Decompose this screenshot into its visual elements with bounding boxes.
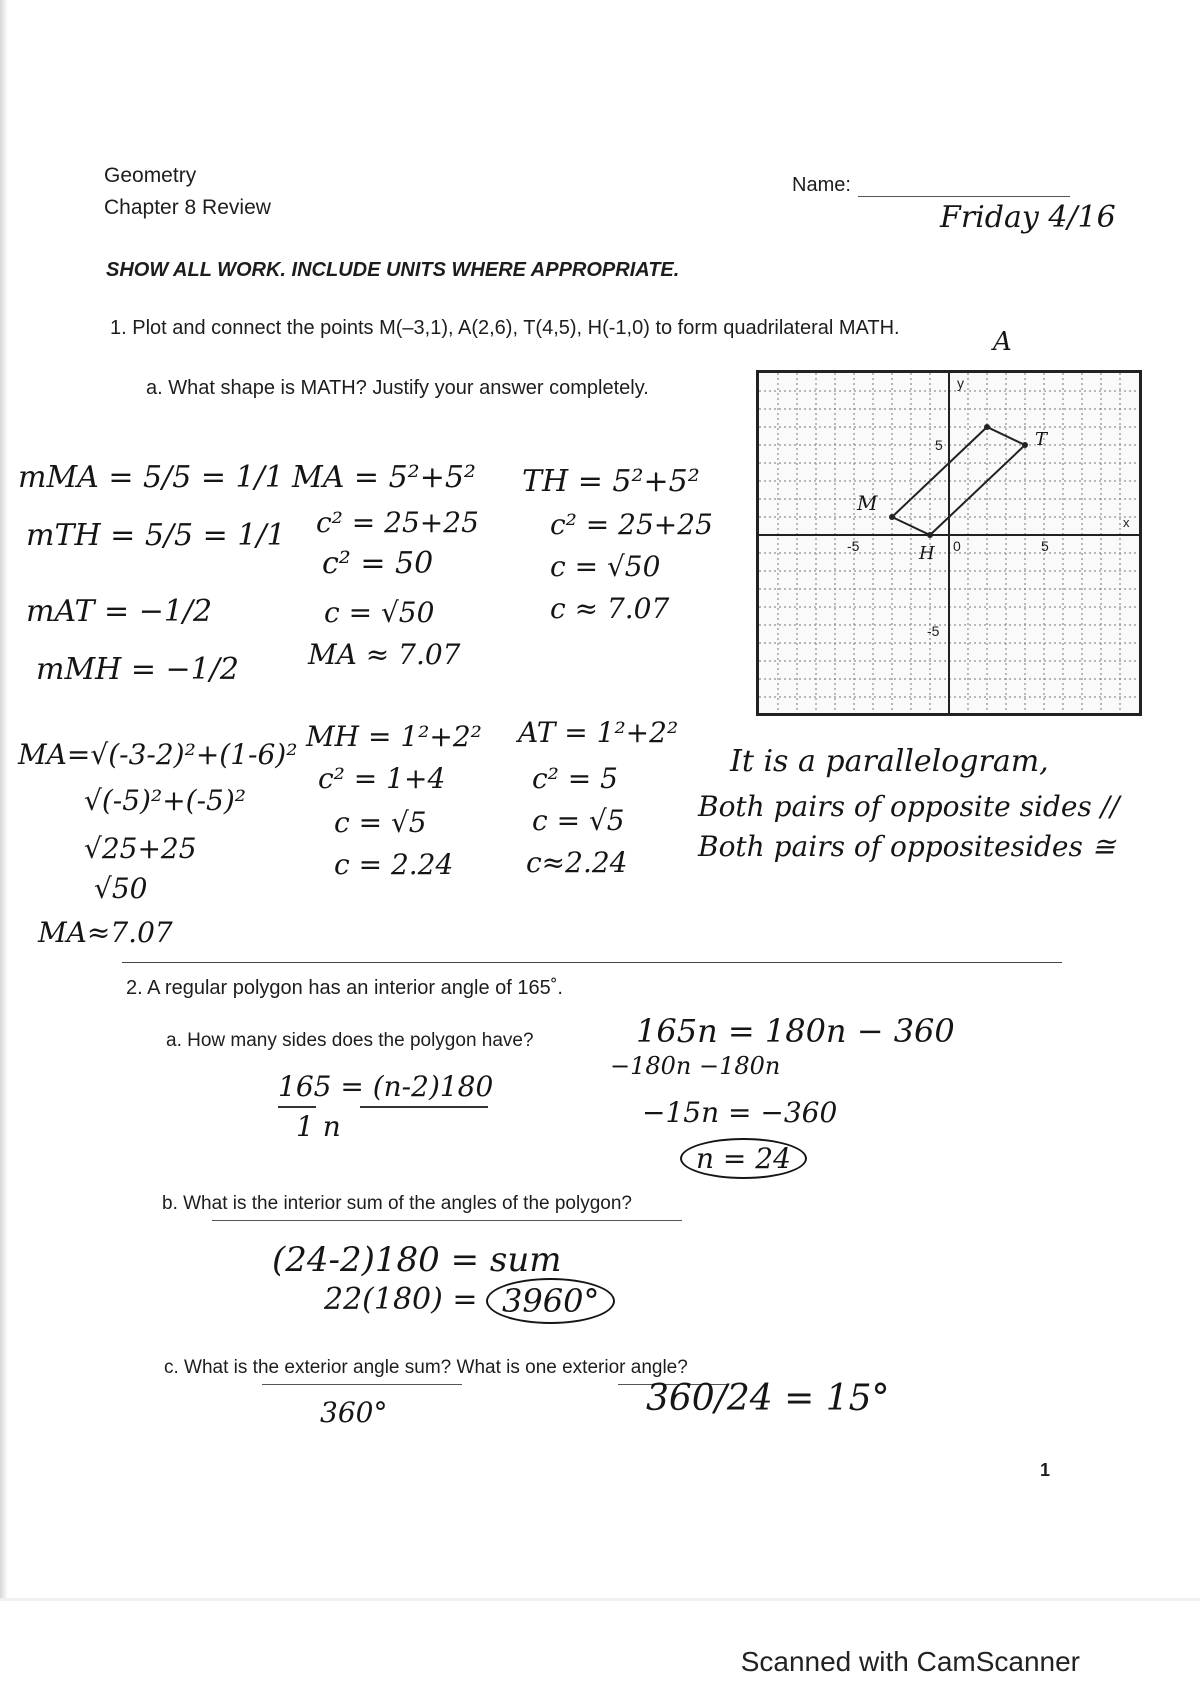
distance-work-1: MA=√(-3-2)²+(1-6)² <box>18 738 298 771</box>
section-divider <box>122 962 1062 963</box>
graph-tick-neg5-x: -5 <box>847 538 860 554</box>
q2b-answer: 3960° <box>486 1278 615 1324</box>
slope-mh: mMH = −1/2 <box>36 652 239 687</box>
graph-label-m: M <box>857 491 878 515</box>
conclusion-text: It is a parallelogram, <box>730 744 1049 779</box>
q2c-prompt: c. What is the exterior angle sum? What is one exterior angle? <box>164 1357 688 1378</box>
q2a-prompt: a. How many sides does the polygon have? <box>166 1030 534 1051</box>
ma-work-1: MA = 5²+5² <box>292 460 476 495</box>
page-number: 1 <box>1040 1460 1051 1480</box>
graph-label-t: T <box>1035 429 1048 450</box>
point-m <box>889 514 895 520</box>
slope-at: mAT = −1/2 <box>26 594 213 629</box>
distance-work-2: √(-5)²+(-5)² <box>84 784 246 817</box>
graph-label-h: H <box>919 543 935 564</box>
page-edge-shadow <box>0 0 8 1600</box>
q2a-work-r3: −15n = −360 <box>642 1096 838 1129</box>
distance-work-5: MA≈7.07 <box>38 916 173 949</box>
point-a <box>984 424 990 430</box>
q2b-underline <box>212 1220 682 1221</box>
distance-work-4: √50 <box>94 872 148 905</box>
q2a-work-r1: 165n = 180n − 360 <box>636 1012 955 1050</box>
fraction-bar-left <box>278 1106 316 1108</box>
point-h <box>927 532 933 538</box>
q1a-prompt: a. What shape is MATH? Justify your answer completely. <box>146 377 649 399</box>
coordinate-grid-svg <box>759 373 1139 713</box>
at-work-4: c≈2.24 <box>526 846 628 879</box>
coordinate-grid <box>756 327 1142 716</box>
q2a-answer: n = 24 <box>680 1138 807 1179</box>
graph-tick-0: 0 <box>953 538 961 554</box>
q1-prompt: 1. Plot and connect the points M(–3,1), A(2,6), T(4,5), H(-1,0) to form quadrilateral MATH. <box>110 317 900 339</box>
ma-work-4: c = √50 <box>324 596 435 629</box>
conclusion-2: Both pairs of opposite sides // <box>698 790 1120 823</box>
q2a-work-den: 1 n <box>296 1110 341 1143</box>
ma-work-2: c² = 25+25 <box>316 506 479 539</box>
q2c-answer-right: 360/24 = 15° <box>646 1378 890 1419</box>
chapter-title: Chapter 8 Review <box>104 196 271 219</box>
th-work-1: TH = 5²+5² <box>522 464 700 499</box>
th-work-2: c² = 25+25 <box>550 508 713 541</box>
graph-tick-5-y: 5 <box>935 437 943 453</box>
mh-work-4: c = 2.24 <box>334 848 454 881</box>
th-work-4: c ≈ 7.07 <box>550 592 670 625</box>
q2b-work-2: 22(180) = <box>324 1282 478 1317</box>
q2c-underline-left <box>262 1384 462 1385</box>
mh-work-1: MH = 1²+2² <box>306 720 482 753</box>
instructions: SHOW ALL WORK. INCLUDE UNITS WHERE APPROPRIATE. <box>106 259 680 281</box>
at-work-1: AT = 1²+2² <box>518 716 679 749</box>
graph-label-x: x <box>1123 515 1130 530</box>
slope-ma: mMA = 5/5 = 1/1 <box>18 460 284 495</box>
name-line <box>858 196 1070 197</box>
mh-work-2: c² = 1+4 <box>318 762 446 795</box>
q2-prompt: 2. A regular polygon has an interior angle of 165˚. <box>126 977 563 999</box>
camscanner-footer: Scanned with CamScanner <box>740 1646 1080 1677</box>
q2b-work-1: (24-2)180 = sum <box>272 1240 562 1280</box>
q2b-prompt: b. What is the interior sum of the angles of the polygon? <box>162 1193 632 1214</box>
q2a-work-num: 165 = (n-2)180 <box>278 1070 494 1103</box>
th-work-3: c = √50 <box>550 550 661 583</box>
page-bottom-edge <box>0 1598 1200 1601</box>
course-title: Geometry <box>104 164 197 187</box>
conclusion-1 <box>730 744 1049 779</box>
q2a-work-r2: −180n −180n <box>610 1052 781 1080</box>
name-value: Friday 4/16 <box>940 200 1116 235</box>
q2c-answer-left: 360° <box>320 1396 388 1429</box>
graph-label-y: y <box>957 375 964 391</box>
graph-tick-neg5-y: -5 <box>927 623 940 639</box>
ma-work-3: c² = 50 <box>322 546 434 581</box>
fraction-bar-right <box>360 1106 488 1108</box>
at-work-3: c = √5 <box>532 804 625 837</box>
graph-label-a: A <box>993 327 1012 357</box>
distance-work-3: √25+25 <box>84 832 197 865</box>
ma-work-5: MA ≈ 7.07 <box>308 638 461 671</box>
name-label: Name: <box>792 174 851 196</box>
mh-work-3: c = √5 <box>334 806 427 839</box>
conclusion-3: Both pairs of oppositesides ≅ <box>698 830 1116 863</box>
slope-th: mTH = 5/5 = 1/1 <box>26 518 286 553</box>
at-work-2: c² = 5 <box>532 762 618 795</box>
graph-tick-5-x: 5 <box>1041 538 1049 554</box>
point-t <box>1022 442 1028 448</box>
